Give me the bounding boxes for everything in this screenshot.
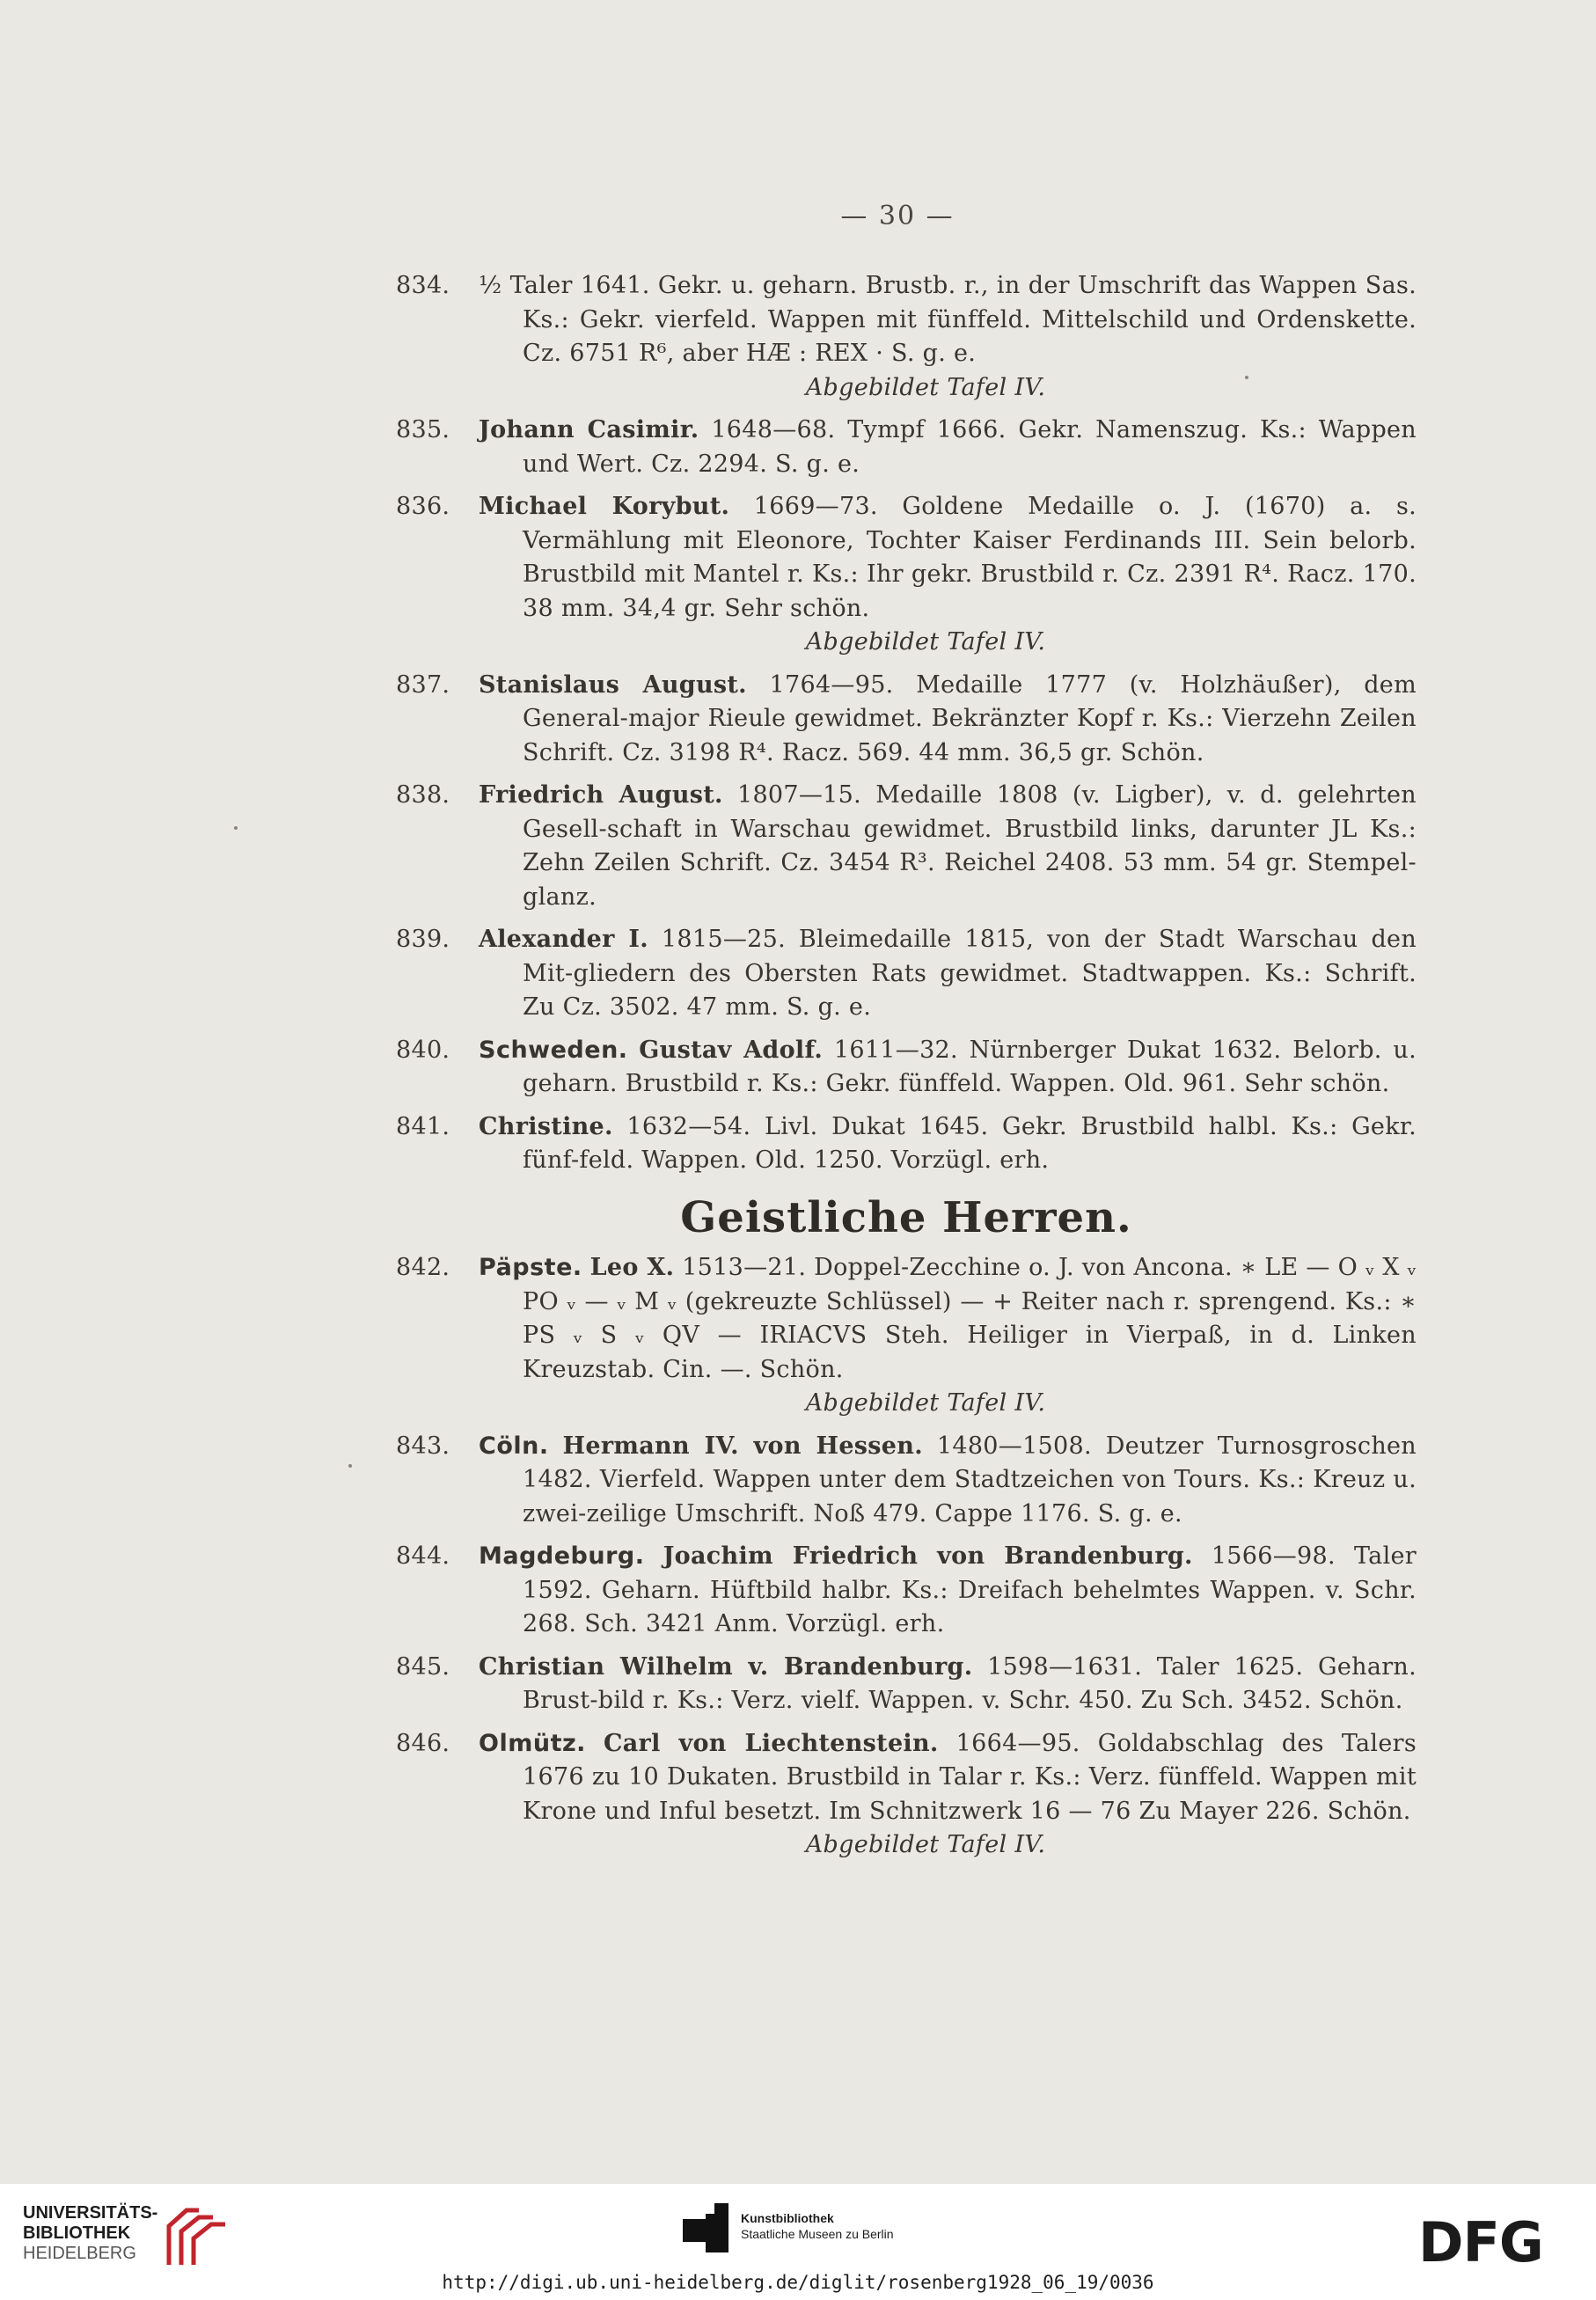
entry-number: 835. (396, 416, 450, 443)
entry-text (479, 490, 1417, 660)
entry-ruler: Friedrich August. (479, 781, 723, 809)
plate-reference: Abgebildet Tafel IV. (805, 1389, 1046, 1417)
entry-description: 1611—32. Nürnberger Dukat 1632. Belorb. u. geharn. Brustbild r. Ks.: Gekr. fünffeld. Wappen. Old. 961. Sehr schön. (523, 1036, 1417, 1097)
entry-place: Päpste. (479, 1254, 582, 1281)
entry-number: 834. (396, 272, 450, 299)
entry-description: 1764—95. Medaille 1777 (v. Holzhäußer), dem General-major Rieule gewidmet. Bekränzter Kopf r. Ks.: Vierzehn Zeilen Schrift. Cz. 3198 R⁴. Racz. 569. 44 mm. 36,5 gr. Schön. (523, 670, 1417, 766)
speck-mark (1245, 376, 1248, 379)
catalog-entry (396, 923, 1417, 1025)
entry-ruler: Johann Casimir. (479, 416, 699, 443)
entry-text (479, 269, 1417, 405)
logo-line-3: HEIDELBERG (23, 2244, 136, 2263)
entry-place: Cöln. (479, 1432, 549, 1460)
entry-description: 1807—15. Medaille 1808 (v. Ligber), v. d. gelehrten Gesell-schaft in Warschau gewidmet. Brustbild links, darunter JL Ks.: Zehn Zeilen Schrift. Cz. 3454 R³. Reichel 2408. 53 mm. 54 gr. Stempel-glanz. (523, 781, 1417, 911)
dfg-logo[interactable]: DFG (1418, 2210, 1543, 2274)
kb-line-2: Staatliche Museen zu Berlin (741, 2227, 894, 2241)
speck-mark (234, 826, 238, 830)
catalog-entry (396, 1651, 1417, 1718)
plate-reference: Abgebildet Tafel IV. (805, 628, 1046, 656)
entry-ruler: Christine. (479, 1112, 613, 1140)
section-heading: Geistliche Herren. (680, 1193, 1132, 1242)
entry-number: 841. (396, 1112, 450, 1140)
catalog-entry (396, 1251, 1417, 1421)
catalog-entry (396, 269, 1417, 405)
entry-text (479, 1110, 1417, 1178)
entry-number: 844. (396, 1542, 450, 1570)
entry-number: 842. (396, 1254, 450, 1281)
entry-place: Schweden. (479, 1036, 628, 1064)
entry-description: 1648—68. Tympf 1666. Gekr. Namenszug. Ks.: Wappen und Wert. Cz. 2294. S. g. e. (523, 416, 1417, 478)
entry-ruler: Christian Wilhelm v. Brandenburg. (479, 1652, 973, 1681)
entry-number: 843. (396, 1432, 450, 1460)
entry-text (479, 1727, 1417, 1863)
entry-ruler: Gustav Adolf. (639, 1036, 824, 1064)
entry-description: 1598—1631. Taler 1625. Geharn. Brust-bild r. Ks.: Verz. vielf. Wappen. v. Schr. 450. Zu Sch. 3452. Schön. (523, 1652, 1417, 1714)
logo-line-2: BIBLIOTHEK (23, 2223, 131, 2243)
speck-mark (348, 1464, 352, 1468)
catalog-entry (396, 490, 1417, 660)
kunstbibliothek-logo[interactable] (683, 2203, 894, 2256)
plate-reference: Abgebildet Tafel IV. (805, 1831, 1046, 1858)
catalog-entry (396, 1540, 1417, 1642)
entry-description: ½ Taler 1641. Gekr. u. geharn. Brustb. r., in der Umschrift das Wappen Sas. Ks.: Gekr. vierfeld. Wappen mit fünffeld. Mittelschild und Ordenskette. Cz. 6751 R⁶, aber HÆ : REX · S. g. e. (479, 272, 1417, 367)
entry-text (479, 1540, 1417, 1642)
entry-number: 839. (396, 926, 450, 953)
entry-number: 836. (396, 493, 450, 520)
catalog-entry (396, 779, 1417, 914)
page-number: — 30 — (840, 201, 955, 231)
entry-ruler: Alexander I. (479, 926, 648, 953)
university-library-emblem-icon (164, 2203, 243, 2267)
entry-text (479, 779, 1417, 914)
logo-line-1: UNIVERSITÄTS- (23, 2203, 158, 2223)
footer-bar (0, 2184, 1596, 2300)
entry-ruler: Hermann IV. von Hessen. (562, 1432, 923, 1460)
catalog-entry (396, 1110, 1417, 1178)
entry-text (479, 1651, 1417, 1718)
catalog-entries-clergy (396, 1251, 1417, 1871)
entry-number: 845. (396, 1652, 450, 1681)
permalink-url[interactable]: http://digi.ub.uni-heidelberg.de/diglit/rosenberg1928_06_19/0036 (442, 2272, 1154, 2293)
catalog-entry (396, 1034, 1417, 1102)
entry-ruler: Joachim Friedrich von Brandenburg. (663, 1542, 1193, 1570)
entry-ruler: Michael Korybut. (479, 493, 730, 520)
catalog-entries-poland-sweden (396, 269, 1417, 1187)
entry-number: 846. (396, 1729, 450, 1757)
entry-number: 837. (396, 670, 450, 699)
entry-ruler: Stanislaus August. (479, 670, 747, 699)
entry-text (479, 669, 1417, 771)
entry-description: 1632—54. Livl. Dukat 1645. Gekr. Brustbild halbl. Ks.: Gekr. fünf-feld. Wappen. Old. 1250. Vorzügl. erh. (523, 1112, 1417, 1174)
entry-place: Magdeburg. (479, 1542, 645, 1570)
catalog-entry (396, 414, 1417, 481)
entry-text (479, 1034, 1417, 1102)
entry-ruler: Leo X. (589, 1254, 675, 1281)
university-library-logo[interactable] (23, 2203, 234, 2265)
entry-description: 1815—25. Bleimedaille 1815, von der Stadt Warschau den Mit-gliedern des Obersten Rats gewidmet. Stadtwappen. Ks.: Schrift. Zu Cz. 3502. 47 mm. S. g. e. (523, 926, 1417, 1021)
entry-text (479, 1430, 1417, 1532)
catalog-entry (396, 1430, 1417, 1532)
catalog-entry (396, 1727, 1417, 1863)
entry-number: 840. (396, 1036, 450, 1064)
entry-description: 1664—95. Goldabschlag des Talers 1676 zu 10 Dukaten. Brustbild in Talar r. Ks.: Verz. fünffeld. Wappen mit Krone und Inful besetzt. Im Schnitzwerk 16 — 76 Zu Mayer 226. Schön. (523, 1729, 1417, 1825)
entry-text (479, 414, 1417, 481)
entry-number: 838. (396, 781, 450, 809)
entry-description: 1513—21. Doppel-Zecchine o. J. von Ancona. ∗ LE — O ᵥ X ᵥ PO ᵥ — ᵥ M ᵥ (gekreuzte Schlüssel) — + Reiter nach r. sprengend. Ks.: ∗ PS ᵥ S ᵥ QV — IRIACVS Steh. Heiliger in Vierpaß, in d. Linken Kreuzstab. Cin. —. Schön. (523, 1254, 1417, 1383)
entry-description: 1480—1508. Deutzer Turnosgroschen 1482. Vierfeld. Wappen unter dem Stadtzeichen von Tours. Ks.: Kreuz u. zwei-zeilige Umschrift. Noß 479. Cappe 1176. S. g. e. (523, 1432, 1417, 1527)
kunstbibliothek-name (741, 2210, 894, 2242)
entry-text (479, 1251, 1417, 1421)
entry-text (479, 923, 1417, 1025)
entry-place: Olmütz. (479, 1729, 586, 1757)
plate-reference: Abgebildet Tafel IV. (805, 373, 1046, 401)
kunstbibliothek-emblem-icon (683, 2203, 732, 2252)
university-library-name (23, 2203, 157, 2264)
entry-description: 1566—98. Taler 1592. Geharn. Hüftbild halbr. Ks.: Dreifach behelmtes Wappen. v. Schr. 268. Sch. 3421 Anm. Vorzügl. erh. (523, 1542, 1417, 1637)
entry-description: 1669—73. Goldene Medaille o. J. (1670) a. s. Vermählung mit Eleonore, Tochter Kaiser Ferdinands III. Sein belorb. Brustbild mit Mantel r. Ks.: Ihr gekr. Brustbild r. Cz. 2391 R⁴. Racz. 170. 38 mm. 34,4 gr. Sehr schön. (523, 493, 1417, 622)
entry-ruler: Carl von Liechtenstein. (603, 1729, 939, 1757)
kb-line-1: Kunstbibliothek (741, 2211, 834, 2225)
catalog-entry (396, 669, 1417, 771)
